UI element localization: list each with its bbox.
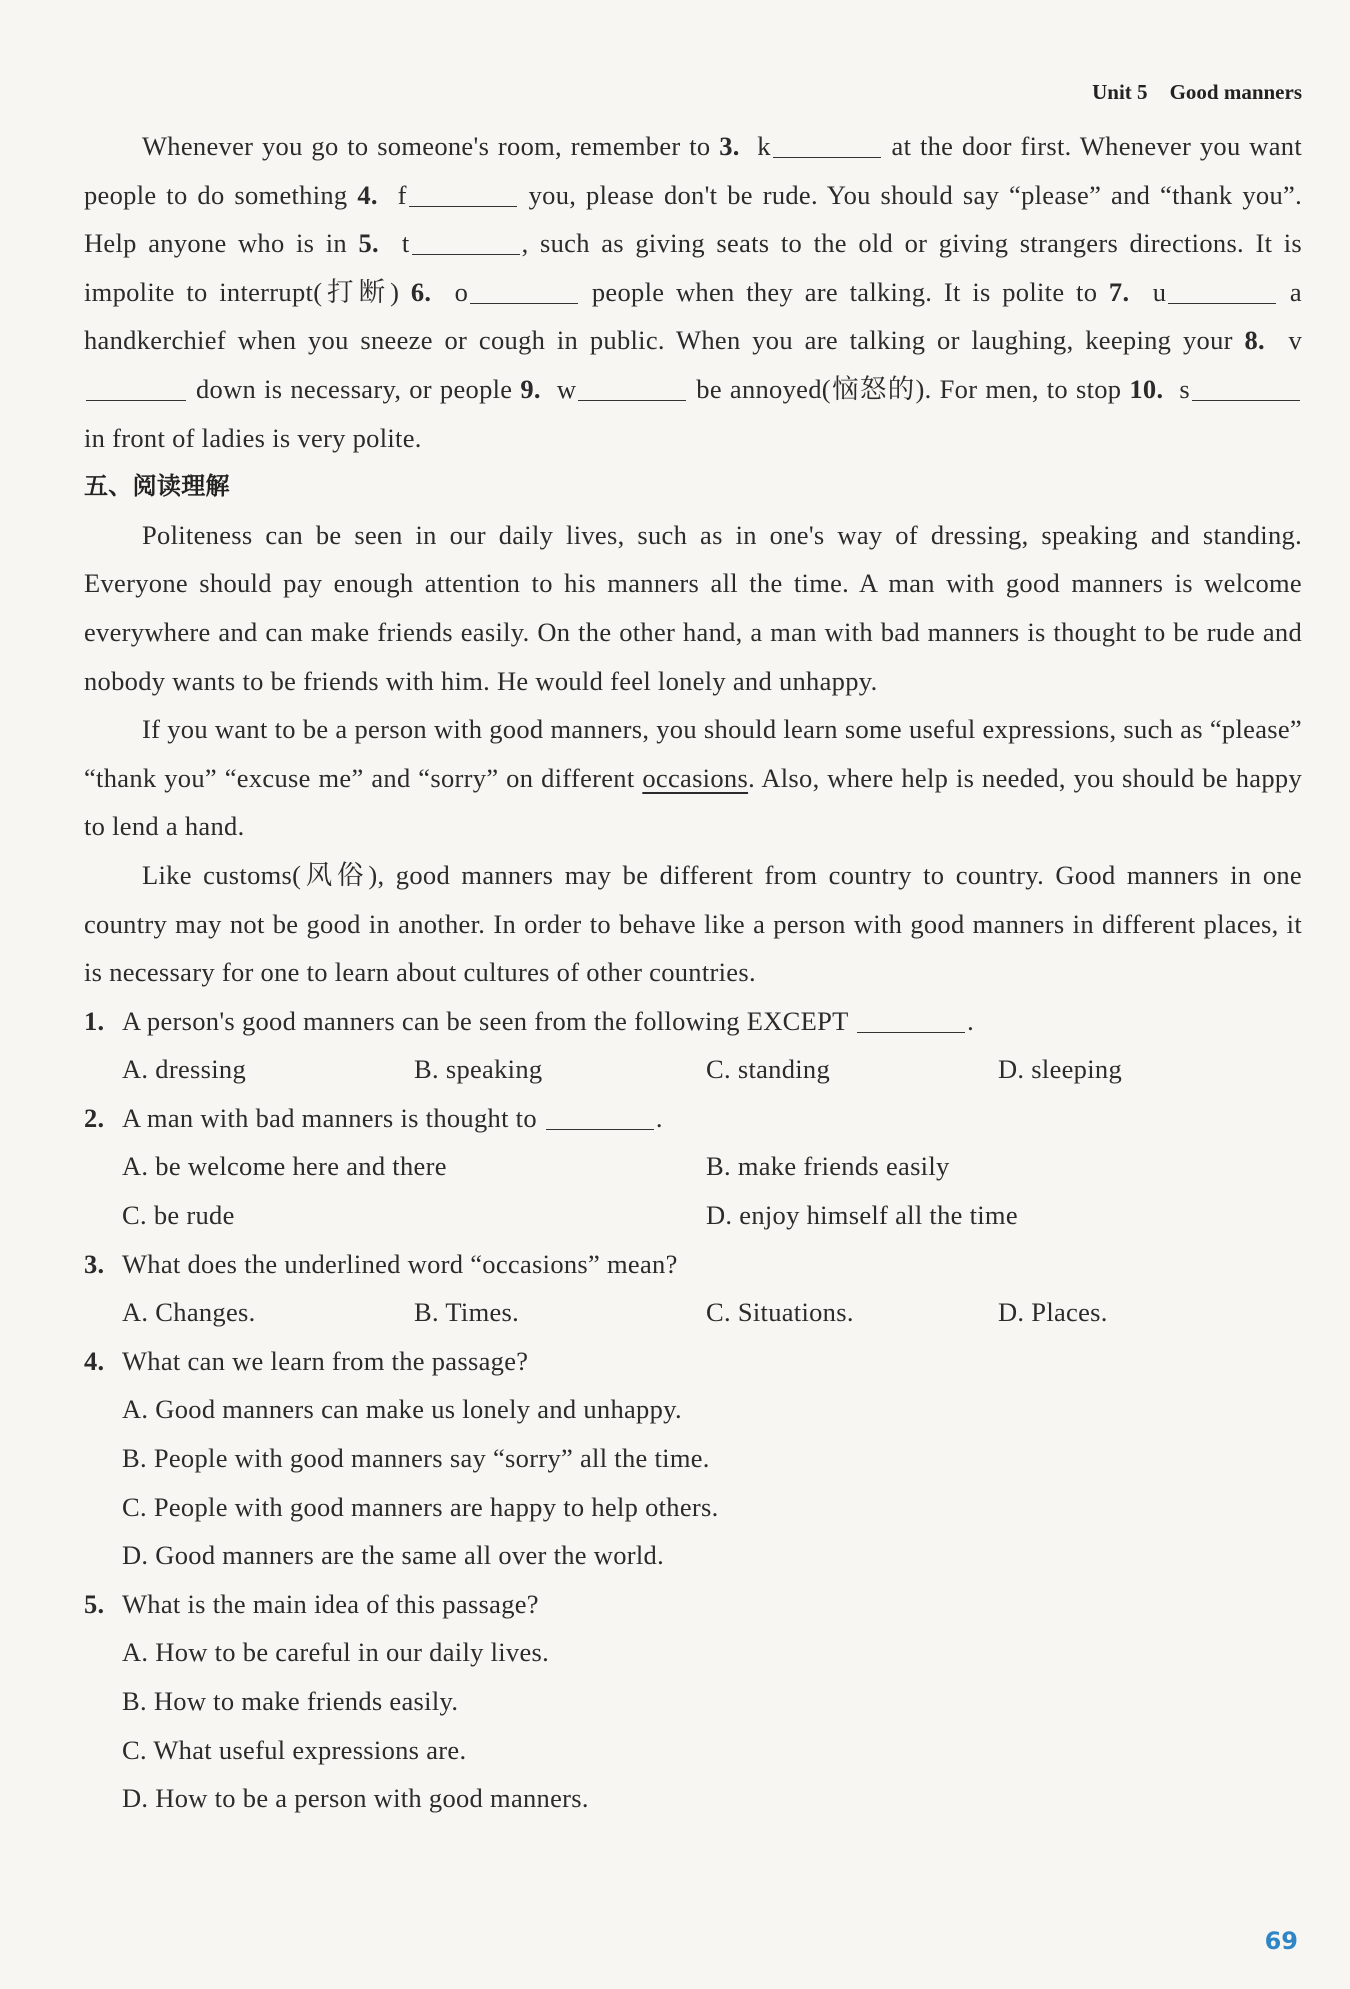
underlined-word: occasions xyxy=(642,762,749,793)
blank-8[interactable] xyxy=(86,373,186,401)
blank-number-5: 5. xyxy=(358,228,379,259)
option-d[interactable]: D. Good manners are the same all over the world. xyxy=(122,1540,665,1571)
option-a[interactable]: A. Good manners can make us lonely and unhappy. xyxy=(122,1394,682,1425)
option-a[interactable]: A. How to be careful in our daily lives. xyxy=(122,1637,550,1668)
blank-number-3: 3. xyxy=(719,131,740,161)
question-1-options xyxy=(84,1045,1302,1094)
option-c[interactable]: C. Situations. xyxy=(706,1297,854,1328)
question-stem: A person's good manners can be seen from the following EXCEPT xyxy=(122,1005,856,1036)
option-d[interactable]: D. sleeping xyxy=(998,1054,1122,1085)
option-d[interactable]: D. enjoy himself all the time xyxy=(706,1200,1018,1231)
question-number: 5. xyxy=(84,1588,105,1619)
passage-paragraph-3: Like customs(风俗), good manners may be different from country to country. Good manners in one country may not be good in another. In order to behave like a person with good manners in different places, it is necessary for one to learn about cultures of other countries. xyxy=(84,859,1302,988)
answer-blank[interactable] xyxy=(857,1005,965,1033)
question-2-options-row-2 xyxy=(84,1191,1302,1240)
blank-number-4: 4. xyxy=(357,179,378,210)
blank-number-8: 8. xyxy=(1244,325,1265,356)
option-d[interactable]: D. Places. xyxy=(998,1297,1108,1328)
page-header xyxy=(1092,80,1302,105)
blank-4[interactable] xyxy=(409,179,517,207)
option-d[interactable]: D. How to be a person with good manners. xyxy=(122,1783,589,1814)
question-1: 1. A person's good manners can be seen from the following EXCEPT . xyxy=(84,997,1302,1046)
option-b[interactable]: B. make friends easily xyxy=(706,1151,950,1182)
option-b[interactable]: B. How to make friends easily. xyxy=(122,1686,459,1716)
cloze-paragraph: Whenever you go to someone's room, remember to 3. k at the door first. Whenever you want people to do something 4. f you, please don't be rude. You should say “please” and “thank you”. Help anyone who is in 5. t , such as giving seats to the old or giving strangers directions. It is impolite to interrupt(打断) 6. o people when they are talking. It is polite to 7. u a handkerchief when you sneeze or cough in public. When you are talking or laughing, keeping your 8. v down is necessary, or people 9. w be annoyed(恼怒的). For men, to stop 10. s in front of ladies is very polite. xyxy=(84,131,1303,453)
question-5 xyxy=(84,1580,1302,1629)
option-a[interactable]: A. Changes. xyxy=(122,1297,256,1328)
option-c[interactable]: C. be rude xyxy=(122,1200,235,1231)
blank-number-6: 6. xyxy=(410,276,432,307)
question-4 xyxy=(84,1337,1302,1386)
question-stem: What is the main idea of this passage? xyxy=(122,1588,539,1619)
question-stem: A man with bad manners is thought to xyxy=(122,1102,544,1133)
blank-7[interactable] xyxy=(1168,276,1276,304)
blank-9[interactable] xyxy=(578,373,686,401)
page-number: 69 xyxy=(1264,1927,1298,1955)
blank-number-9: 9. xyxy=(520,373,541,404)
passage-paragraph-1: Politeness can be seen in our daily lives, such as in one's way of dressing, speaking and standing. Everyone should pay enough attention to his manners all the time. A man with good manners is welcome everywhere and can make friends easily. On the other hand, a man with bad manners is thought to be rude and nobody wants to be friends with him. He would feel lonely and unhappy. xyxy=(84,519,1302,696)
question-stem: What can we learn from the passage? xyxy=(122,1345,529,1376)
unit-label: Unit 5 xyxy=(1092,80,1148,104)
blank-number-7: 7. xyxy=(1108,276,1130,307)
question-3 xyxy=(84,1240,1302,1289)
option-c[interactable]: C. People with good manners are happy to help others. xyxy=(122,1491,719,1522)
blank-3[interactable] xyxy=(773,131,881,159)
page-content xyxy=(84,122,1302,1823)
question-number: 2. xyxy=(84,1102,105,1133)
blank-6[interactable] xyxy=(470,276,578,304)
option-a[interactable]: A. dressing xyxy=(122,1054,247,1085)
question-number: 4. xyxy=(84,1345,105,1376)
option-a[interactable]: A. be welcome here and there xyxy=(122,1151,447,1182)
option-b[interactable]: B. Times. xyxy=(414,1297,520,1328)
section-title: 五、阅读理解 xyxy=(84,472,230,501)
passage-paragraph-2: If you want to be a person with good manners, you should learn some useful expressions, such as “please” “thank you” “excuse me” and “sorry” on different occasions. Also, where help is needed, you should be happy to lend a hand. xyxy=(84,714,1302,842)
blank-10[interactable] xyxy=(1192,373,1300,401)
option-b[interactable]: B. speaking xyxy=(414,1054,543,1085)
question-number: 1. xyxy=(84,1005,105,1036)
blank-5[interactable] xyxy=(412,228,520,256)
blank-number-10: 10. xyxy=(1129,373,1164,404)
question-2-options-row-1 xyxy=(84,1142,1302,1191)
unit-title: Good manners xyxy=(1169,80,1302,104)
option-c[interactable]: C. What useful expressions are. xyxy=(122,1734,467,1765)
question-number: 3. xyxy=(84,1248,105,1279)
question-2: 2. A man with bad manners is thought to . xyxy=(84,1094,1302,1143)
answer-blank[interactable] xyxy=(546,1102,654,1130)
option-b[interactable]: B. People with good manners say “sorry” all the time. xyxy=(122,1443,710,1474)
question-stem: What does the underlined word “occasions” mean? xyxy=(122,1248,678,1279)
question-3-options xyxy=(84,1288,1302,1337)
option-c[interactable]: C. standing xyxy=(706,1054,831,1085)
